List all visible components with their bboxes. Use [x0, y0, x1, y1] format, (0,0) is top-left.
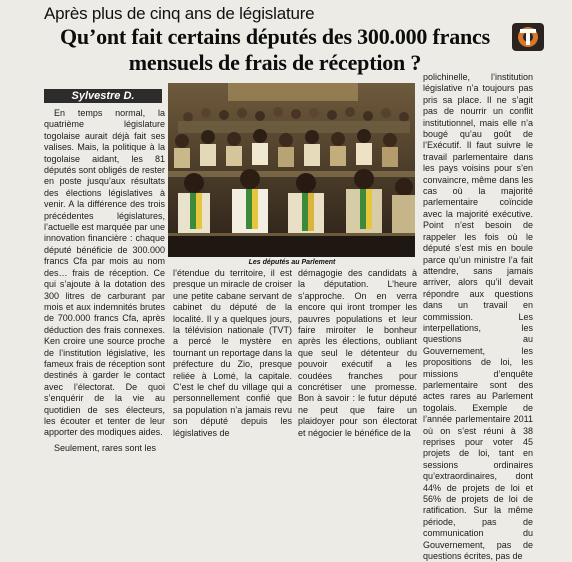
article-column-3 [298, 268, 417, 438]
newspaper-logo-icon [512, 23, 544, 51]
parliament-photo [168, 83, 415, 257]
column-1-text: En temps normal, la quatrième législature togolaise aurait déjà fait ses valises. Mais, la politique à la togolaise aidant, les 81 députés sont obligés de rester en poste jusqu’aux résultats des élections législatives à venir. A la différence des trois précédentes législatures, l’actuelle est marquée par une innovation financière : chaque député bénéficie de 300.000 francs Cfa par mois au nom des… frais de réception. Ce qui s’ajoute à la dotation des 300 litres de carburant par mois et aux indemnités brutes de 700.000 francs Cfa, après déduction des frais connexes. Ken croire une source proche de l’institution législative, les fameux frais de réception sont destinés à garder le contact avec l’électorat. De quoi s’enquérir de la vie au quotidien de ses électeurs, les écouter et tenter de leur apporter des modiques aides. [44, 108, 165, 438]
article-column-4 [423, 72, 533, 562]
article-column-1 [44, 108, 165, 453]
article-column-2 [173, 268, 292, 438]
headline-line-2: mensuels de frais de réception ? [128, 50, 422, 75]
headline-line-1: Qu’ont fait certains députés des 300.000 francs [60, 24, 490, 49]
column-4-text: polichinelle, l’institution législative n’a toujours pas pris sa place. Il ne s’agit pas de nourrir un conflit institutionnel, mais elle n’a bougé qu’au goût de l’Exécutif. Il faut suivre le travail parlementaire dans les pays voisins pour s’en convaincre, même dans les cas où la majorité parlementaire coïncide avec la majorité exécutive. Point n’est besoin de rappeler les fois où le député s’est mis en boule parce qu’un ministre l’a fait attendre, sans jamais arriver, alors qu’il devait répondre aux questions dans un travail en commission. Les interpellations, les questions au Gouvernement, les propositions de loi, les missions d’enquête parlementaire sont des actes rares au Parlement togolais. Exemple de l’année parlementaire 2011 où on s’est réuni à 38 reprises pour voter 45 projets de loi, tant en sessions ordinaires qu’extraordinaires, dont 44% de projets de loi et 56% de projets de loi de ratification. Sur la même période, pas de communication du Gouvernement, pas de questions écrites, pas de [423, 72, 533, 562]
column-3-text: démagogie des candidats à la députation. L’heure s’approche. On en verra encore qui iront tromper les pauvres populations et leur faire miroiter le bonheur après les élections, oubliant que seul le détenteur du pouvoir exécutif a les coudées franches pour concrétiser une promesse. Bon à savoir : le futur député ne peut que faire un plaidoyer pour son électorat et négocier le bénéfice de la [298, 268, 417, 438]
column-1-tail: Seulement, rares sont les [54, 442, 157, 453]
column-2-text: l’étendue du territoire, il est presque un miracle de croiser une petite cabane servant de cabinet du député de la localité. Il y a quelques jours, la télévision nationale (TVT) a percé le mystère en tournant un reportage dans la préfecture du Zio, presque reliée à Lomé, la capitale. C’est le chef du village qui a personnellement confié que sa population n’a jamais revu son député depuis les législatives de [173, 268, 292, 438]
photo-caption: Les députés au Parlement [248, 259, 336, 266]
article-headline [40, 24, 510, 76]
author-byline: Sylvestre D. [44, 89, 162, 103]
article-kicker: Après plus de cinq ans de législature [44, 4, 315, 23]
parliament-photo-image [168, 83, 415, 257]
